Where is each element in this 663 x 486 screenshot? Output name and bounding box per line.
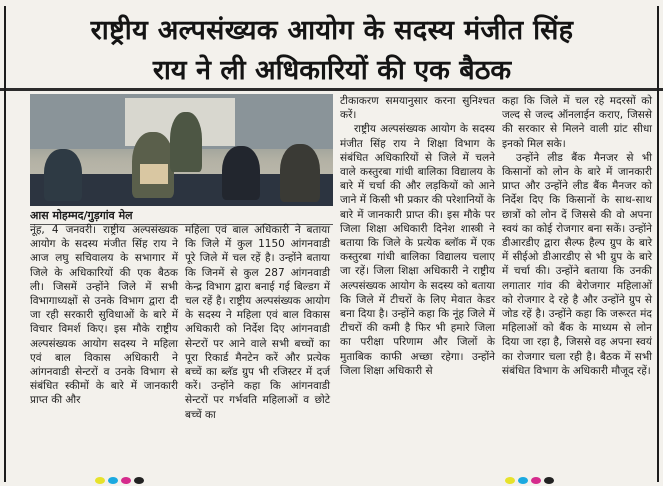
- news-photo: [30, 94, 333, 206]
- headline-line-2: राय ने ली अधिकारियों की एक बैठक: [152, 55, 512, 86]
- column-3: [340, 94, 495, 378]
- column-4-para-1: कहा कि जिले में चल रहे मदरसों को जल्द से जल्द ऑनलाईन कराए, जिससे की सरकार से मिलने वाली ग्रांट सीधा इनको मिल सके।: [502, 95, 652, 150]
- registration-dot-cyan-2: [518, 477, 528, 484]
- column-1: [30, 223, 178, 408]
- crop-mark-right: [657, 6, 659, 482]
- column-2: [185, 223, 330, 422]
- registration-dot-yellow-2: [505, 477, 515, 484]
- column-1-text: नूंह, 4 जनवरी। राष्ट्रीय अल्पसंख्यक आयोग के सदस्य मंजीत सिंह राय ने आज लघु सचिवालय के सभागार में जिले के अधिकारियों की एक बैठक ली। जिसमें उन्होंने जिले में सभी विभागाध्यक्षों से उनके विभाग द्वारा दी जा रही सरकारी सुविधाओं के बारे में विचार विमर्श किए। इस मौके राष्ट्रीय अल्पसंख्यक आयोग सदस्य ने महिला एवं बाल विकास अधिकारी ने आंगनवाडी सेन्टरों व उनके विभाग से संबंधित स्कीमों के बारे में जानकारी प्राप्त की और: [30, 224, 178, 407]
- headline: [8, 4, 656, 88]
- column-3-para-1: टीकाकरण समयानुसार करना सुनिश्चत करें।: [340, 95, 495, 122]
- registration-dot-yellow: [95, 477, 105, 484]
- crop-mark-left: [4, 6, 6, 482]
- photo-book: [140, 164, 168, 184]
- photo-person-1: [44, 149, 82, 201]
- photo-person-3: [170, 112, 202, 172]
- column-2-text: महिला एवं बाल अधिकारी ने बताया कि जिले में कुल 1150 आंगनवाडी पूरे जिले में चल रहें है। उन्होंने बताया कि जिनमें से कुल 287 आंगनवाडी केन्द्र विभाग द्वारा बनाई गई बिल्डग में चल रहें है। राष्ट्रीय अल्पसंख्यक आयोग के सदस्य ने महिला एवं बाल विकास अधिकारी को निर्देश दिए आंगनवाडी सेन्टरों पर आने वाले सभी बच्चों का पूरा रिकार्ड मैनटेन करें और प्रत्येक बच्चें का ब्लॅड ग्रुप भी रजिस्टर में दर्ज करें। उन्होंने कहा कि आंगनवाडी सेन्टरों पर गर्भवति महिलाओं व छोटे बच्चें का: [185, 224, 330, 421]
- registration-dot-black: [134, 477, 144, 484]
- headline-line-1: राष्ट्रीय अल्पसंख्यक आयोग के सदस्य मंजीत सिंह: [90, 15, 574, 46]
- registration-dot-black-2: [544, 477, 554, 484]
- photo-person-4: [222, 146, 260, 200]
- column-4: [502, 94, 652, 378]
- column-4-para-2: उन्होंने लीड बैंक मैनजर से भी किसानों को लोन के बारे में जानकारी प्राप्त और उन्होंने लीड बैंक मैनजर को निर्देश दिए कि किसानों के साथ-साथ छात्रों को लोन दें जिससे की वो अपना स्वयं का कोई रोजगार बना सकें। उन्होंने डीआरडीए द्वारा सैल्फ हैल्प ग्रुप के बारे में सीईओ डीआरडीए से भी ग्रुप के बारे में चर्चा की। उन्होंने बताया कि उनकी लगातार गांव की बेरोजगार महिलाओं को रोजगार दे रहे है और उन्होंने ग्रुप से जोड रहें है। उन्होंने कहा कि जरूरत मंद महिलाओं को बैंक के माध्यम से लोन दिया जा रहा है, जिससे वह अपना स्वयं का रोजगार चला रही है। बैठक में सभी संबंधित विभाग के अधिकारी मौजूद रहें।: [502, 151, 652, 377]
- registration-dot-magenta-2: [531, 477, 541, 484]
- column-3-para-2: राष्ट्रीय अल्पसंख्यक आयोग के सदस्य मंजीत सिंह राय ने शिक्षा विभाग के संबंधित अधिकारियों से जिले में चलने वाले कस्तुरबा गांधी बालिका विद्यालय के बारे में चर्चा की और लड़कियों को आने जाने में किसी भी प्रकार की परेशानियों के बारे में जानकारी प्राप्त की। इस मौके पर जिला शिक्षा अधिकारी दिनेश शास्त्री ने बताया कि जिले के प्रत्येक ब्लॉक में एक कस्तुरबा गांधी बालिका विद्यालय चलाए जा रहें। जिला शिक्षा अधिकारी ने राष्ट्रीय अल्पसंख्यक आयोग के सदस्य को बताया कि जिले में टीचरों के लिए मेवात केडर बना दिया है। उन्होंने कहा कि नूंह जिले में टीचरों की कमी है फिर भी हमारे जिला का परीक्षा परिणाम और जिलों के मुताबिक काफी अच्छा रहेगा। उन्होंने जिला शिक्षा अधिकारी से: [340, 123, 495, 377]
- registration-dot-cyan: [108, 477, 118, 484]
- headline-rule: [0, 88, 663, 91]
- photo-caption: आस मोहम्मद/गुड़गांव मेल: [30, 208, 333, 225]
- registration-dot-magenta: [121, 477, 131, 484]
- photo-person-5: [280, 144, 320, 202]
